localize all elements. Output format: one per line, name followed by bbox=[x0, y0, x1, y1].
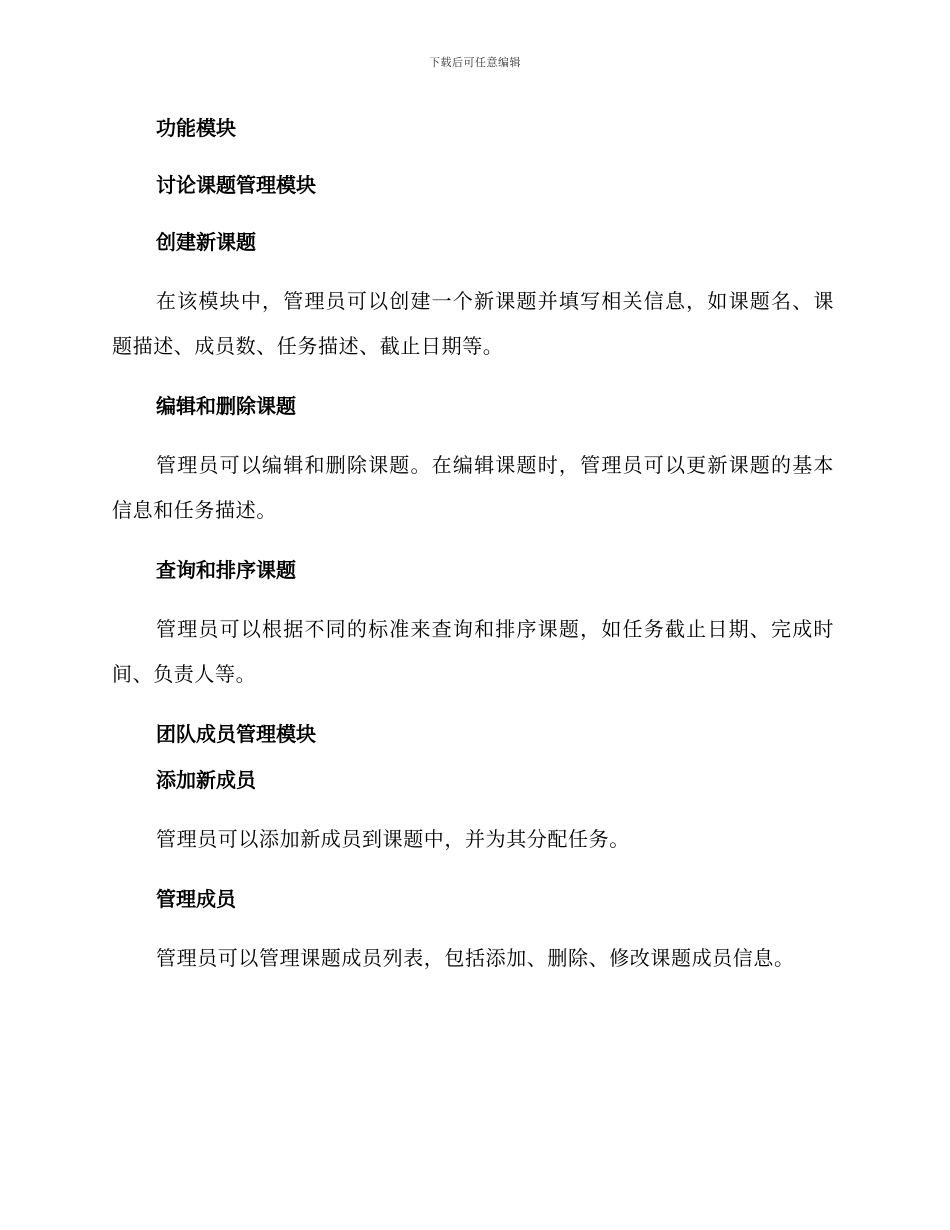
document-body bbox=[112, 108, 834, 981]
paragraph-create-topic: 在该模块中，管理员可以创建一个新课题并填写相关信息，如课题名、课题描述、成员数、任务描述、截止日期等。 bbox=[112, 289, 834, 358]
heading-manage-members: 管理成员 bbox=[156, 887, 236, 911]
paragraph-manage-members: 管理员可以管理课题成员列表，包括添加、删除、修改课题成员信息。 bbox=[156, 946, 795, 970]
paragraph-add-member: 管理员可以添加新成员到课题中，并为其分配任务。 bbox=[156, 827, 630, 851]
heading-function-modules: 功能模块 bbox=[156, 116, 236, 140]
heading-add-member: 添加新成员 bbox=[156, 768, 256, 792]
paragraph-query-sort-topic: 管理员可以根据不同的标准来查询和排序课题，如任务截止日期、完成时间、负责人等。 bbox=[112, 617, 834, 686]
heading-topic-management-module: 讨论课题管理模块 bbox=[156, 173, 316, 197]
header-note: 下载后可任意编辑 bbox=[429, 56, 521, 69]
heading-query-sort-topic: 查询和排序课题 bbox=[156, 558, 296, 582]
heading-team-member-module: 团队成员管理模块 bbox=[156, 722, 316, 746]
heading-create-topic: 创建新课题 bbox=[156, 230, 256, 254]
paragraph-edit-delete-topic: 管理员可以编辑和删除课题。在编辑课题时，管理员可以更新课题的基本信息和任务描述。 bbox=[112, 453, 834, 522]
heading-edit-delete-topic: 编辑和删除课题 bbox=[156, 394, 296, 418]
